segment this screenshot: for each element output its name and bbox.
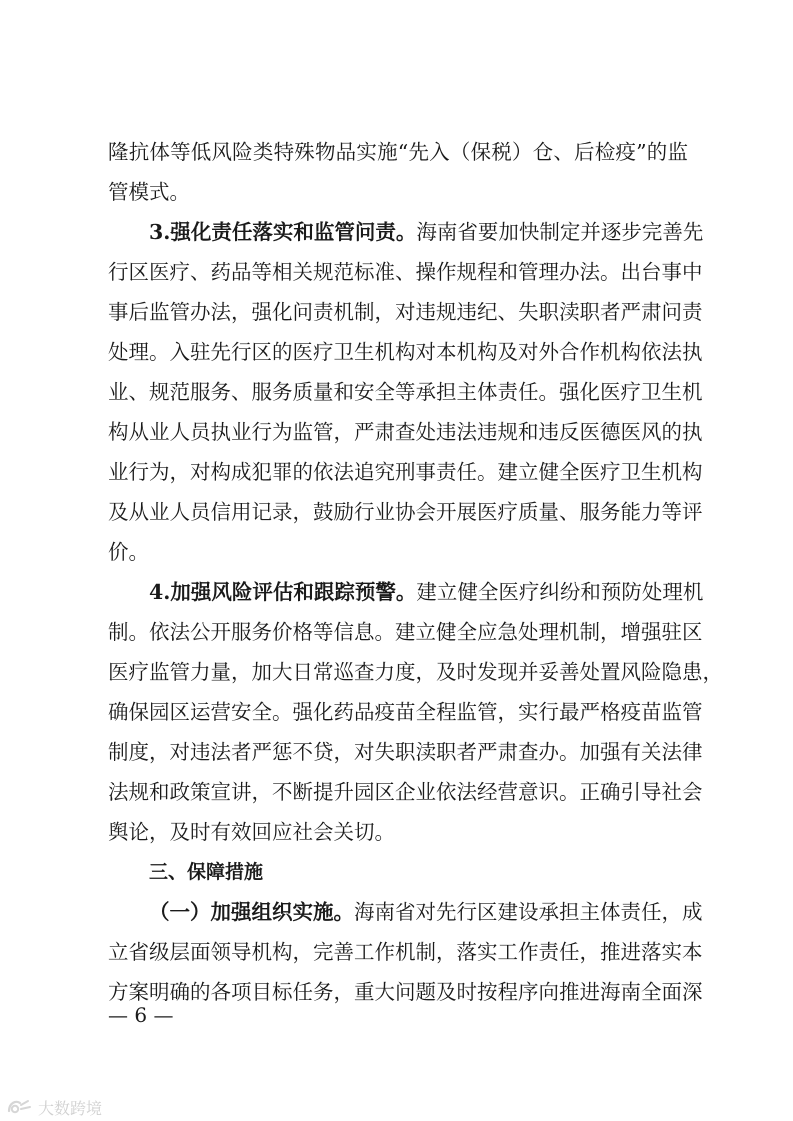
text-line: 价。 [108, 540, 149, 564]
section-3-heading: 三、保障措施 [149, 861, 264, 883]
text-line: 立省级层面领导机构，完善工作机制，落实工作责任，推进落实本 [108, 940, 703, 964]
text-line: 确保园区运营安全。强化药品疫苗全程监管，实行最严格疫苗监管 [108, 700, 703, 724]
subsection-1-heading: （一）加强组织实施。 [149, 900, 354, 924]
item-3-first-line [108, 212, 704, 252]
subsection-1-first-line [108, 892, 703, 932]
watermark-text: 大数跨境 [38, 1098, 103, 1118]
item-4-first-line [108, 572, 704, 612]
text-line: 制度，对违法者严惩不贷，对失职渎职者严肃查办。加强有关法律 [108, 740, 703, 764]
document-body [108, 132, 723, 1012]
watermark [6, 1096, 102, 1118]
text-span: 建立健全医疗纠纷和预防处理机 [416, 580, 704, 604]
text-line: 管模式。 [108, 180, 190, 204]
text-line: 及从业人员信用记录，鼓励行业协会开展医疗质量、服务能力等评 [108, 500, 703, 524]
text-line: 法规和政策宣讲，不断提升园区企业依法经营意识。正确引导社会 [108, 780, 703, 804]
text-line: 医疗监管力量，加大日常巡查力度，及时发现并妥善处置风险隐患， [108, 660, 723, 684]
text-line: 制。依法公开服务价格等信息。建立健全应急处理机制，增强驻区 [108, 620, 703, 644]
text-line: 处理。入驻先行区的医疗卫生机构对本机构及对外合作机构依法执 [108, 340, 703, 364]
text-span: 海南省要加快制定并逐步完善先 [416, 220, 704, 244]
text-line: 构从业人员执业行为监管，严肃查处违法违规和违反医德医风的执 [108, 420, 703, 444]
text-line: 舆论，及时有效回应社会关切。 [108, 820, 395, 844]
text-line: 业行为，对构成犯罪的依法追究刑事责任。建立健全医疗卫生机构 [108, 460, 703, 484]
text-line: 事后监管办法，强化问责机制，对违规违纪、失职渎职者严肃问责 [108, 300, 703, 324]
item-4-heading: 4.加强风险评估和跟踪预警。 [149, 580, 417, 604]
text-line: 方案明确的各项目标任务，重大问题及时按程序向推进海南全面深 [108, 980, 703, 1004]
text-line: 业、规范服务、服务质量和安全等承担主体责任。强化医疗卫生机 [108, 380, 703, 404]
text-line: 行区医疗、药品等相关规范标准、操作规程和管理办法。出台事中 [108, 260, 703, 284]
text-line: 隆抗体等低风险类特殊物品实施“先入（保税）仓、后检疫”的监 [108, 140, 688, 164]
page-number: — 6 — [108, 1003, 174, 1027]
item-3-heading: 3.强化责任落实和监管问责。 [149, 220, 417, 244]
text-span: 海南省对先行区建设承担主体责任，成 [354, 900, 703, 924]
watermark-logo-icon [6, 1097, 34, 1117]
